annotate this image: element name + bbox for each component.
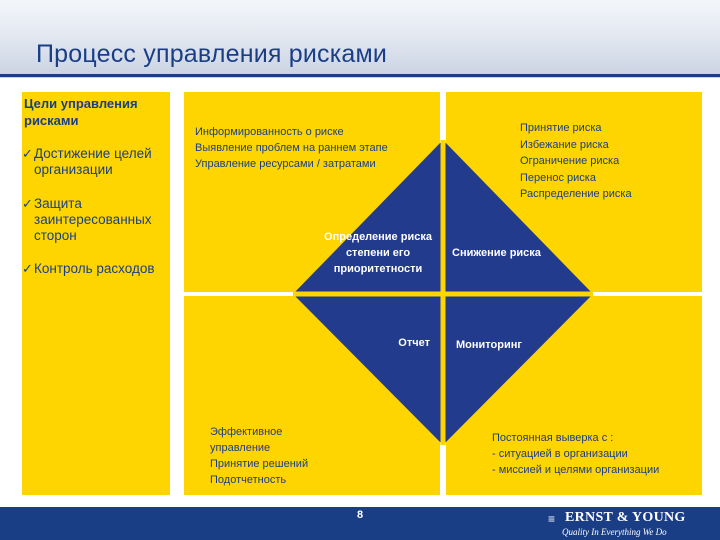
quadrant-top-right-text xyxy=(520,120,700,203)
quadrant-bottom-right-text xyxy=(492,430,698,478)
diamond-label-line: степени его xyxy=(345,247,411,259)
quadrant-line: Распределение риска xyxy=(520,188,632,200)
quadrant-line: Постоянная выверка с : xyxy=(492,432,614,444)
quadrant-line: Ограничение риска xyxy=(520,155,620,167)
quadrant-line: Подотчетность xyxy=(210,474,287,486)
quadrant-line: управление xyxy=(210,442,271,454)
goal-item-label: Достижение целей организации xyxy=(34,146,152,177)
goal-item-label: Защита заинтересованных сторон xyxy=(34,196,152,243)
diamond-label-mitigation: Снижение риска xyxy=(452,247,541,259)
check-icon: ✓ xyxy=(22,146,33,161)
goal-item-label: Контроль расходов xyxy=(34,261,155,276)
quadrant-line: - ситуацией в организации xyxy=(492,448,628,460)
quadrant-line: Информированность о риске xyxy=(195,126,344,138)
quadrant-line: Эффективное xyxy=(210,426,283,438)
quadrant-top-left-text xyxy=(195,124,435,172)
logo-icon: ≡ xyxy=(548,512,556,526)
page-number: 8 xyxy=(356,509,364,521)
quadrant-line: Принятие решений xyxy=(210,458,309,470)
diamond-label-line: приоритетности xyxy=(333,263,423,275)
page-title: Процесс управления рисками xyxy=(36,40,388,68)
diamond-label-report: Отчет xyxy=(398,337,430,349)
goals-title: Цели управления рисками xyxy=(24,96,138,128)
diamond-label-identification xyxy=(318,229,438,277)
diamond-label-line: Определение риска xyxy=(324,231,432,243)
quadrant-line: Управление ресурсами / затратами xyxy=(195,158,376,170)
tagline: Quality In Everything We Do xyxy=(562,527,667,537)
quadrant-line: Перенос риска xyxy=(520,171,596,184)
quadrant-line: Выявление проблем на раннем этапе xyxy=(195,142,388,154)
quadrant-line: Избежание риска xyxy=(520,138,609,151)
diamond-label-monitoring: Мониторинг xyxy=(456,339,522,351)
quadrant-line: - миссией и целями организации xyxy=(492,464,660,476)
check-icon: ✓ xyxy=(22,196,33,211)
quadrant-line: Принятие риска xyxy=(520,122,602,134)
quadrant-bottom-left-text xyxy=(210,424,360,488)
company-logo: ERNST & YOUNG xyxy=(565,510,686,525)
check-icon: ✓ xyxy=(22,261,33,276)
